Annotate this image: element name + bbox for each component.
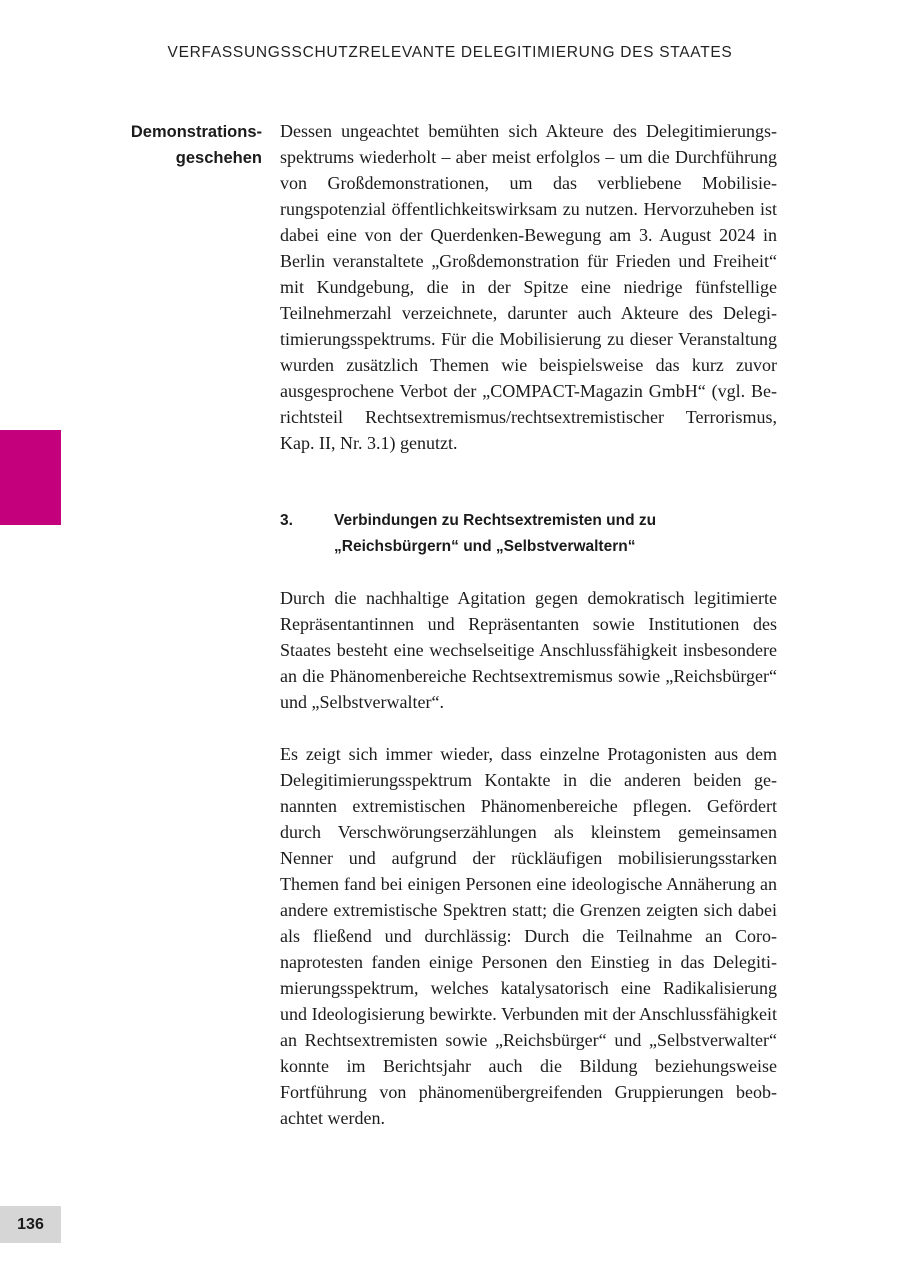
section-title-line-2: „Reichsbürgern“ und „Selbstverwaltern“: [334, 538, 636, 555]
margin-heading: [100, 119, 262, 171]
body-paragraph-demonstrations: Dessen ungeachtet bemühten sich Akteure des Delegitimierungsspektrums wiederholt – aber meist erfolglos – um die Durchführung von Großdemonstrationen, um das verbliebene Mobilisierungspotenzial öffentlichkeitswirksam zu nutzen. Hervorzuheben ist dabei eine von der Querdenken-Bewegung am 3. August 2024 in Berlin veranstaltete „Großdemonstration für Frieden und Freiheit“ mit Kundgebung, die in der Spitze eine niedrige fünfstellige Teilnehmerzahl verzeichnete, darunter auch Akteure des Delegitimierungsspektrums. Für die Mobilisierung zu dieser Veranstaltung wurden zusätzlich Themen wie beispielsweise das kurz zuvor ausgesprochene Verbot der „COMPACT-Magazin GmbH“ (vgl. Berichtsteil Rechtsextremismus/rechtsextremistischer Terrorismus, Kap. II, Nr. 3.1) genutzt.: [280, 121, 777, 453]
section-number: 3.: [280, 512, 293, 529]
page-number-box: [0, 1206, 61, 1243]
margin-heading-line-2: geschehen: [175, 149, 262, 167]
margin-heading-line-1: Demonstrations-: [130, 123, 262, 141]
section-title-line-1: Verbindungen zu Rechtsextremisten und zu: [334, 512, 657, 529]
body-paragraph-protagonists: Es zeigt sich immer wieder, dass einzelne Protagonisten aus dem Delegitimierungsspektrum Kontakte in die anderen beiden genannten extremistischen Phänomenbereiche pflegen. Gefördert durch Verschwörungserzählungen als kleinstem gemeinsamen Nenner und aufgrund der rückläufigen mobilisierungsstarken Themen fand bei einigen Personen eine ideologische Annäherung an andere extremistische Spektren statt; die Grenzen zeigten sich dabei als fließend und durchlässig: Durch die Teilnahme an Coronaprotesten fanden einige Personen den Einstieg in das Delegitimierungsspektrum, welches katalysatorisch eine Radikalisierung und Ideologisierung bewirkte. Verbunden mit der Anschlussfähigkeit an Rechtsextremisten sowie „Reichsbürger“ und „Selbstverwalter“ konnte im Berichtsjahr auch die Bildung beziehungsweise Fortführung von phänomenübergreifenden Gruppierungen beobachtet werden.: [280, 744, 777, 1128]
chapter-color-tab: [0, 430, 61, 525]
running-header: VERFASSUNGSSCHUTZRELEVANTE DELEGITIMIERUNG DES STAATES: [167, 44, 733, 61]
page-number: 136: [17, 1216, 44, 1233]
section-title: [334, 508, 754, 560]
body-paragraph-connections: Durch die nachhaltige Agitation gegen demokratisch legitimierte Repräsentantinnen und Repräsentanten sowie Institutionen des Staates besteht eine wechselseitige Anschlussfähigkeit insbesondere an die Phänomenbereiche Rechtsextremismus sowie „Reichsbürger“ und „Selbstverwalter“.: [280, 588, 777, 712]
